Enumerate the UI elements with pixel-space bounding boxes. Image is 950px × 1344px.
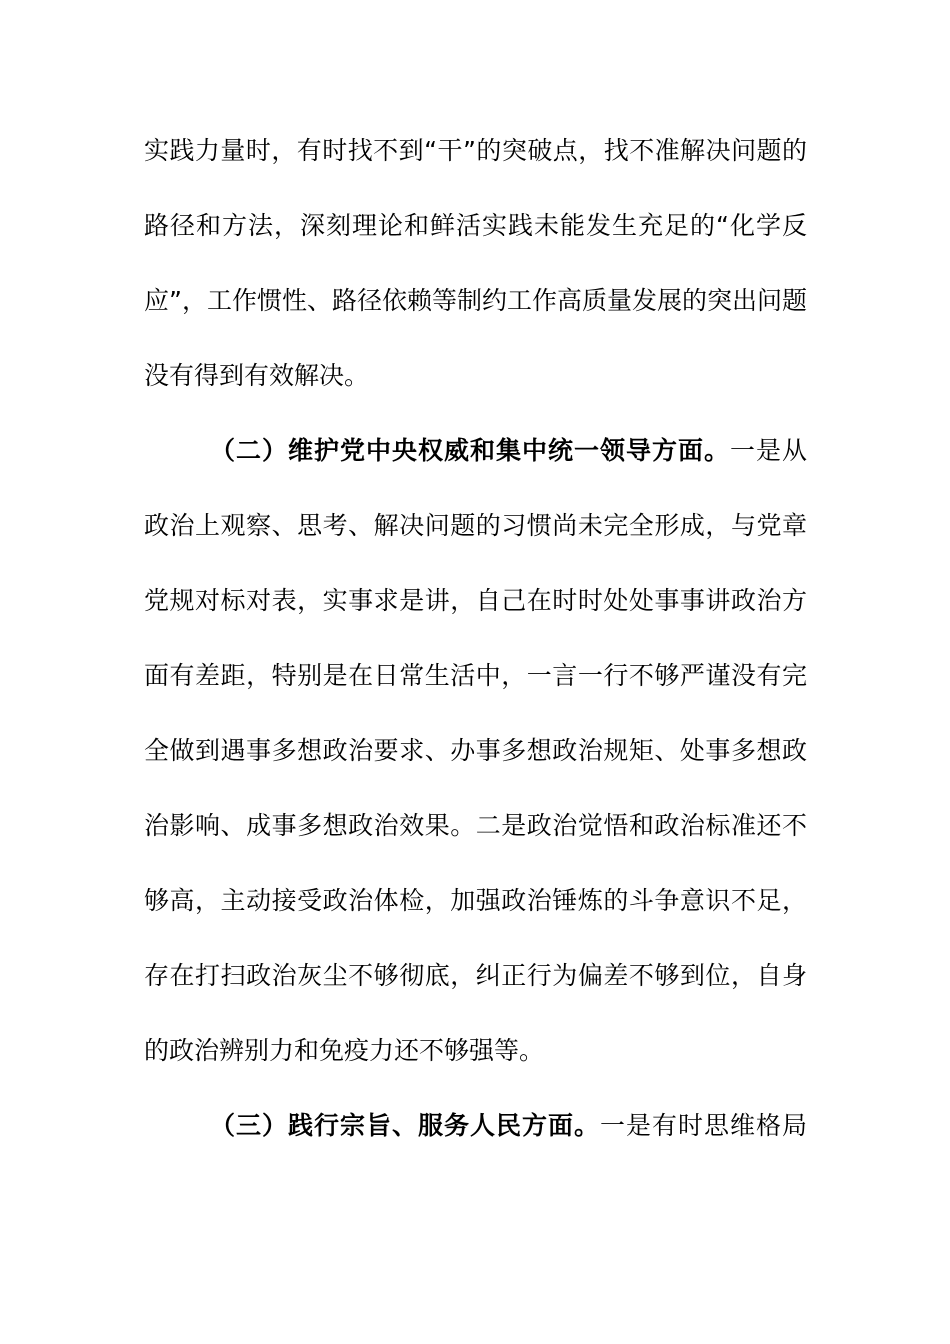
paragraph-1-text: 实践力量时，有时找不到“干”的突破点，找不准解决问题的路径和方法，深刻理论和鲜活实践未能发生充足的“化学反应”，工作惯性、路径依赖等制约工作高质量发展的突出问题没有得到有效解决。 (144, 136, 807, 390)
paragraph-3-text: 一是有时思维格局 (599, 1111, 807, 1140)
document-page (144, 113, 807, 1163)
paragraph-1 (144, 113, 807, 413)
paragraph-2-text: 一是从政治上观察、思考、解决问题的习惯尚未完全形成，与党章党规对标对表，实事求是讲，自己在时时处处事事讲政治方面有差距，特别是在日常生活中，一言一行不够严谨没有完全做到遇事多想政治要求、办事多想政治规矩、处事多想政治影响、成事多想政治效果。二是政治觉悟和政治标准还不够高，主动接受政治体检，加强政治锤炼的斗争意识不足，存在打扫政治灰尘不够彻底，纠正行为偏差不够到位，自身的政治辨别力和免疫力还不够强等。 (144, 436, 807, 1065)
paragraph-3 (144, 1088, 807, 1163)
section-heading-3: （三）践行宗旨、服务人民方面。 (210, 1111, 600, 1140)
section-heading-2: （二）维护党中央权威和集中统一领导方面。 (210, 436, 730, 465)
paragraph-2 (144, 413, 807, 1088)
